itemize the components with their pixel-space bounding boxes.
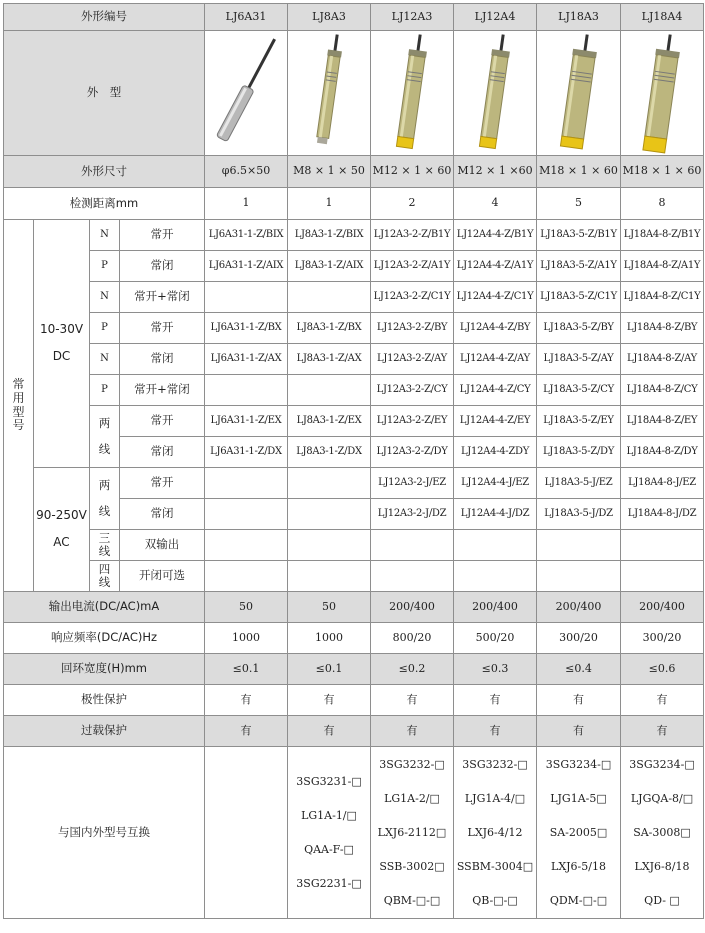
interchange-model: LJG1A-5□ bbox=[550, 791, 607, 805]
output-current-value-0: 50 bbox=[205, 592, 288, 623]
interchange-model: LJGQA-8/□ bbox=[630, 791, 694, 805]
output-type-2: 常开+常闭 bbox=[120, 282, 205, 313]
model-code-5-3: LJ12A4-4-Z/CY bbox=[454, 375, 537, 406]
model-code-8-2: LJ12A3-2-J/EZ bbox=[371, 468, 454, 499]
model-code-2-1 bbox=[288, 282, 371, 313]
model-code-8-5: LJ18A4-8-J/EZ bbox=[621, 468, 704, 499]
model-code-6-0: LJ6A31-1-Z/EX bbox=[205, 406, 288, 437]
interchange-model: QBM-□-□ bbox=[383, 893, 441, 907]
output-type-10: 双输出 bbox=[120, 530, 205, 561]
header-model-no-label: 外形编号 bbox=[4, 4, 205, 31]
frequency-value-2: 800/20 bbox=[371, 623, 454, 654]
size-value-4: M18 × 1 × 60 bbox=[537, 156, 621, 188]
interchange-label: 与国内外型号互换 bbox=[4, 747, 205, 919]
model-code-3-4: LJ18A3-5-Z/BY bbox=[537, 313, 621, 344]
spec-table bbox=[3, 3, 704, 919]
interchange-cell-4 bbox=[537, 747, 621, 919]
hysteresis-value-4: ≤0.4 bbox=[537, 654, 621, 685]
model-code-3-1: LJ8A3-1-Z/BX bbox=[288, 313, 371, 344]
model-code-10-4 bbox=[537, 530, 621, 561]
proximity-sensor-icon bbox=[622, 32, 702, 154]
frequency-label: 响应频率(DC/AC)Hz bbox=[4, 623, 205, 654]
wire-group-two-ac: 两 线 bbox=[90, 468, 120, 530]
interchange-model: QD- □ bbox=[644, 893, 680, 907]
model-code-6-2: LJ12A3-2-Z/EY bbox=[371, 406, 454, 437]
model-code-4-2: LJ12A3-2-Z/AY bbox=[371, 344, 454, 375]
sensor-image-4 bbox=[537, 31, 621, 156]
polarity-2: N bbox=[90, 282, 120, 313]
overload-protect-value-1: 有 bbox=[288, 716, 371, 747]
overload-protect-value-4: 有 bbox=[537, 716, 621, 747]
size-value-2: M12 × 1 × 60 bbox=[371, 156, 454, 188]
proximity-sensor-icon bbox=[372, 32, 452, 154]
interchange-model: LJG1A-4/□ bbox=[464, 791, 526, 805]
model-header-2: LJ12A3 bbox=[371, 4, 454, 31]
model-code-8-3: LJ12A4-4-J/EZ bbox=[454, 468, 537, 499]
model-code-8-1 bbox=[288, 468, 371, 499]
model-code-5-5: LJ18A4-8-Z/CY bbox=[621, 375, 704, 406]
model-code-7-3: LJ12A4-4-ZDY bbox=[454, 437, 537, 468]
model-code-6-1: LJ8A3-1-Z/EX bbox=[288, 406, 371, 437]
model-code-8-0 bbox=[205, 468, 288, 499]
sensor-image-0 bbox=[205, 31, 288, 156]
category-label: 常 用 型 号 bbox=[4, 220, 34, 592]
model-code-9-2: LJ12A3-2-J/DZ bbox=[371, 499, 454, 530]
model-code-10-0 bbox=[205, 530, 288, 561]
model-code-10-1 bbox=[288, 530, 371, 561]
model-code-11-3 bbox=[454, 561, 537, 592]
size-value-0: φ6.5×50 bbox=[205, 156, 288, 188]
hysteresis-value-5: ≤0.6 bbox=[621, 654, 704, 685]
model-code-0-0: LJ6A31-1-Z/BIX bbox=[205, 220, 288, 251]
interchange-model: LXJ6-4/12 bbox=[467, 825, 523, 839]
model-code-7-0: LJ6A31-1-Z/DX bbox=[205, 437, 288, 468]
interchange-model: SA-2005□ bbox=[549, 825, 608, 839]
hysteresis-value-1: ≤0.1 bbox=[288, 654, 371, 685]
interchange-model: 3SG3232-□ bbox=[379, 757, 445, 771]
model-code-2-2: LJ12A3-2-Z/C1Y bbox=[371, 282, 454, 313]
distance-value-0: 1 bbox=[205, 188, 288, 220]
wire-group-three: 三 线 bbox=[90, 530, 120, 561]
model-code-1-1: LJ8A3-1-Z/AIX bbox=[288, 251, 371, 282]
interchange-model: SA-3008□ bbox=[633, 825, 691, 839]
model-code-5-1 bbox=[288, 375, 371, 406]
distance-value-4: 5 bbox=[537, 188, 621, 220]
model-header-4: LJ18A3 bbox=[537, 4, 621, 31]
hysteresis-label: 回环宽度(H)mm bbox=[4, 654, 205, 685]
proximity-sensor-icon bbox=[455, 32, 535, 154]
model-code-0-4: LJ18A3-5-Z/B1Y bbox=[537, 220, 621, 251]
model-code-6-4: LJ18A3-5-Z/EY bbox=[537, 406, 621, 437]
interchange-model: LG1A-2/□ bbox=[384, 791, 440, 805]
model-code-1-3: LJ12A4-4-Z/A1Y bbox=[454, 251, 537, 282]
model-code-5-0 bbox=[205, 375, 288, 406]
interchange-model: SSBM-3004□ bbox=[456, 859, 534, 873]
model-code-4-5: LJ18A4-8-Z/AY bbox=[621, 344, 704, 375]
output-current-value-4: 200/400 bbox=[537, 592, 621, 623]
model-code-1-2: LJ12A3-2-Z/A1Y bbox=[371, 251, 454, 282]
output-type-4: 常闭 bbox=[120, 344, 205, 375]
model-code-3-5: LJ18A4-8-Z/BY bbox=[621, 313, 704, 344]
model-code-1-4: LJ18A3-5-Z/A1Y bbox=[537, 251, 621, 282]
output-current-value-1: 50 bbox=[288, 592, 371, 623]
proximity-sensor-icon bbox=[289, 32, 369, 154]
polarity-1: P bbox=[90, 251, 120, 282]
polarity-protect-value-1: 有 bbox=[288, 685, 371, 716]
frequency-value-3: 500/20 bbox=[454, 623, 537, 654]
output-type-0: 常开 bbox=[120, 220, 205, 251]
appearance-label: 外 型 bbox=[4, 31, 205, 156]
model-code-10-5 bbox=[621, 530, 704, 561]
interchange-cell-5 bbox=[621, 747, 704, 919]
size-value-5: M18 × 1 × 60 bbox=[621, 156, 704, 188]
model-code-11-1 bbox=[288, 561, 371, 592]
sensor-image-2 bbox=[371, 31, 454, 156]
polarity-0: N bbox=[90, 220, 120, 251]
model-code-5-4: LJ18A3-5-Z/CY bbox=[537, 375, 621, 406]
output-current-value-2: 200/400 bbox=[371, 592, 454, 623]
model-code-7-1: LJ8A3-1-Z/DX bbox=[288, 437, 371, 468]
interchange-model: LXJ6-5/18 bbox=[551, 859, 606, 873]
output-type-8: 常开 bbox=[120, 468, 205, 499]
model-code-9-1 bbox=[288, 499, 371, 530]
interchange-model: 3SG3231-□ bbox=[296, 774, 362, 788]
output-current-label: 输出电流(DC/AC)mA bbox=[4, 592, 205, 623]
interchange-cell-0 bbox=[205, 747, 288, 919]
output-type-5: 常开+常闭 bbox=[120, 375, 205, 406]
interchange-model: 3SG3232-□ bbox=[462, 757, 528, 771]
polarity-4: N bbox=[90, 344, 120, 375]
interchange-cell-1 bbox=[288, 747, 371, 919]
interchange-model: SSB-3002□ bbox=[379, 859, 445, 873]
model-code-11-5 bbox=[621, 561, 704, 592]
hysteresis-value-3: ≤0.3 bbox=[454, 654, 537, 685]
output-type-6: 常开 bbox=[120, 406, 205, 437]
frequency-value-5: 300/20 bbox=[621, 623, 704, 654]
model-code-10-3 bbox=[454, 530, 537, 561]
model-code-4-4: LJ18A3-5-Z/AY bbox=[537, 344, 621, 375]
model-code-2-5: LJ18A4-8-Z/C1Y bbox=[621, 282, 704, 313]
polarity-protect-value-5: 有 bbox=[621, 685, 704, 716]
model-code-9-3: LJ12A4-4-J/DZ bbox=[454, 499, 537, 530]
model-code-11-4 bbox=[537, 561, 621, 592]
model-header-0: LJ6A31 bbox=[205, 4, 288, 31]
distance-value-3: 4 bbox=[454, 188, 537, 220]
output-type-1: 常闭 bbox=[120, 251, 205, 282]
model-code-8-4: LJ18A3-5-J/EZ bbox=[537, 468, 621, 499]
sensor-image-3 bbox=[454, 31, 537, 156]
polarity-protect-value-3: 有 bbox=[454, 685, 537, 716]
polarity-protect-value-2: 有 bbox=[371, 685, 454, 716]
output-type-3: 常开 bbox=[120, 313, 205, 344]
polarity-protect-value-0: 有 bbox=[205, 685, 288, 716]
model-code-3-3: LJ12A4-4-Z/BY bbox=[454, 313, 537, 344]
wire-group-two: 两 线 bbox=[90, 406, 120, 468]
model-code-2-3: LJ12A4-4-Z/C1Y bbox=[454, 282, 537, 313]
polarity-5: P bbox=[90, 375, 120, 406]
model-code-11-2 bbox=[371, 561, 454, 592]
ac-voltage-label: 90-250V AC bbox=[34, 468, 90, 592]
model-code-3-2: LJ12A3-2-Z/BY bbox=[371, 313, 454, 344]
output-type-9: 常闭 bbox=[120, 499, 205, 530]
size-value-1: M8 × 1 × 50 bbox=[288, 156, 371, 188]
polarity-3: P bbox=[90, 313, 120, 344]
sensor-image-5 bbox=[621, 31, 704, 156]
output-current-value-5: 200/400 bbox=[621, 592, 704, 623]
model-code-0-2: LJ12A3-2-Z/B1Y bbox=[371, 220, 454, 251]
overload-protect-value-3: 有 bbox=[454, 716, 537, 747]
interchange-cell-3 bbox=[454, 747, 537, 919]
model-code-7-5: LJ18A4-8-Z/DY bbox=[621, 437, 704, 468]
wire-group-four: 四 线 bbox=[90, 561, 120, 592]
model-code-1-5: LJ18A4-8-Z/A1Y bbox=[621, 251, 704, 282]
interchange-model: LXJ6-8/18 bbox=[634, 859, 690, 873]
model-code-4-0: LJ6A31-1-Z/AX bbox=[205, 344, 288, 375]
model-header-1: LJ8A3 bbox=[288, 4, 371, 31]
interchange-cell-2 bbox=[371, 747, 454, 919]
model-code-4-3: LJ12A4-4-Z/AY bbox=[454, 344, 537, 375]
model-code-2-4: LJ18A3-5-Z/C1Y bbox=[537, 282, 621, 313]
output-type-7: 常闭 bbox=[120, 437, 205, 468]
overload-protect-label: 过载保护 bbox=[4, 716, 205, 747]
interchange-model: 3SG3234-□ bbox=[545, 757, 612, 771]
interchange-model: 3SG2231-□ bbox=[296, 876, 362, 890]
model-code-9-0 bbox=[205, 499, 288, 530]
overload-protect-value-2: 有 bbox=[371, 716, 454, 747]
sensor-image-1 bbox=[288, 31, 371, 156]
model-code-9-5: LJ18A4-8-J/DZ bbox=[621, 499, 704, 530]
output-type-11: 开闭可选 bbox=[120, 561, 205, 592]
overload-protect-value-0: 有 bbox=[205, 716, 288, 747]
proximity-sensor-icon bbox=[206, 32, 286, 154]
model-code-0-1: LJ8A3-1-Z/BIX bbox=[288, 220, 371, 251]
distance-label: 检测距离mm bbox=[4, 188, 205, 220]
dc-voltage-label: 10-30V DC bbox=[34, 220, 90, 468]
model-header-3: LJ12A4 bbox=[454, 4, 537, 31]
interchange-model: 3SG3234-□ bbox=[629, 757, 695, 771]
interchange-model: QB-□-□ bbox=[472, 893, 518, 907]
model-code-11-0 bbox=[205, 561, 288, 592]
model-code-6-3: LJ12A4-4-Z/EY bbox=[454, 406, 537, 437]
polarity-protect-value-4: 有 bbox=[537, 685, 621, 716]
frequency-value-1: 1000 bbox=[288, 623, 371, 654]
model-header-5: LJ18A4 bbox=[621, 4, 704, 31]
frequency-value-0: 1000 bbox=[205, 623, 288, 654]
model-code-7-2: LJ12A3-2-Z/DY bbox=[371, 437, 454, 468]
distance-value-2: 2 bbox=[371, 188, 454, 220]
output-current-value-3: 200/400 bbox=[454, 592, 537, 623]
model-code-2-0 bbox=[205, 282, 288, 313]
model-code-9-4: LJ18A3-5-J/DZ bbox=[537, 499, 621, 530]
hysteresis-value-2: ≤0.2 bbox=[371, 654, 454, 685]
model-code-3-0: LJ6A31-1-Z/BX bbox=[205, 313, 288, 344]
interchange-model: QAA-F-□ bbox=[304, 842, 354, 856]
distance-value-1: 1 bbox=[288, 188, 371, 220]
overload-protect-value-5: 有 bbox=[621, 716, 704, 747]
model-code-5-2: LJ12A3-2-Z/CY bbox=[371, 375, 454, 406]
interchange-model: LG1A-1/□ bbox=[301, 808, 357, 822]
proximity-sensor-icon bbox=[539, 32, 619, 154]
distance-value-5: 8 bbox=[621, 188, 704, 220]
interchange-model: LXJ6-2112□ bbox=[377, 825, 447, 839]
model-code-0-5: LJ18A4-8-Z/B1Y bbox=[621, 220, 704, 251]
size-label: 外形尺寸 bbox=[4, 156, 205, 188]
model-code-7-4: LJ18A3-5-Z/DY bbox=[537, 437, 621, 468]
hysteresis-value-0: ≤0.1 bbox=[205, 654, 288, 685]
model-code-4-1: LJ8A3-1-Z/AX bbox=[288, 344, 371, 375]
polarity-protect-label: 极性保护 bbox=[4, 685, 205, 716]
model-code-10-2 bbox=[371, 530, 454, 561]
size-value-3: M12 × 1 ×60 bbox=[454, 156, 537, 188]
model-code-1-0: LJ6A31-1-Z/AIX bbox=[205, 251, 288, 282]
frequency-value-4: 300/20 bbox=[537, 623, 621, 654]
interchange-model: QDM-□-□ bbox=[549, 893, 608, 907]
model-code-6-5: LJ18A4-8-Z/EY bbox=[621, 406, 704, 437]
model-code-0-3: LJ12A4-4-Z/B1Y bbox=[454, 220, 537, 251]
